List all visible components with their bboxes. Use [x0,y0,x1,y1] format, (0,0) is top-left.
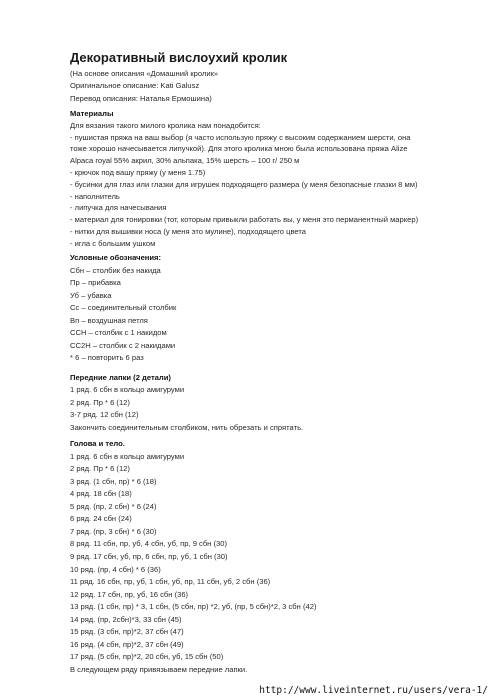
text-line: В следующем ряду привязываем передние лапки. [70,664,248,674]
text-line: ССН – столбик с 1 накидом [70,328,167,337]
section-heading: Передние лапки (2 детали) [70,373,171,382]
text-line: 12 ряд. 17 сбн, пр, уб, 16 сбн (36) [70,589,189,599]
text-line: 3-7 ряд. 12 сбн (12) [70,410,139,420]
text-line: - нитки для вышивки носа (у меня это мулине), подходящего цвета [70,227,307,236]
text-line: - липучка для начесывания [70,203,167,213]
text-line: Уб – убавка [70,290,112,300]
text-line: тоже хорошо начесывается липучкой). Для этого кролика мною была использована пряжа Alize [70,144,408,154]
text-line: Перевод описания: Наталья Ермошина) [70,93,212,103]
text-line: 7 ряд. (пр, 3 сбн) * 6 (30) [70,526,157,536]
text-line: 15 ряд. (3 сбн, пр)*2, 37 сбн (47) [70,627,184,637]
text-line: Оригинальное описание: Kati Galusz [70,81,200,91]
text-line: - пушистая пряжа на ваш выбор (я часто использую пряжу с высоким содержанием шерсти, она [70,132,411,142]
section-heading: Голова и тело. [70,439,125,448]
source-url: http://www.liveinternet.ru/users/vera-1/ [259,685,488,696]
text-line: Для вязания такого милого кролика нам понадобится: [70,120,261,130]
text-line: 2 ряд. Пр * 6 (12) [70,464,130,474]
text-line: 8 ряд. 11 сбн, пр, уб, 4 сбн, уб, пр, 9 сбн (30) [70,539,227,549]
text-line: * 6 – повторить 6 раз [70,353,144,362]
text-line: 4 ряд. 18 сбн (18) [70,489,132,499]
text-line: - материал для тонировки (тот, которым привыкли работать вы, у меня это перманентный маркер) [70,215,419,225]
text-line: 9 ряд. 17 сбн, уб, пр, 6 сбн, пр, уб, 1 сбн (30) [70,551,228,561]
text-line: 10 ряд. (пр, 4 сбн) * 6 (36) [70,564,161,574]
text-line: 6 ряд. 24 сбн (24) [70,514,132,524]
text-line: 2 ряд. Пр * 6 (12) [70,397,130,407]
section-heading: Условные обозначения: [70,253,162,262]
text-line: Alpaca royal 55% акрил, 30% альпака, 15% шерсть – 100 г/ 250 м [70,156,300,166]
text-line: Вп – воздушная петля [70,315,148,325]
text-line: СС2Н – столбик с 2 накидами [70,340,176,350]
text-line: 1 ряд. 6 сбн в кольцо амигуруми [70,451,185,461]
text-line: 5 ряд. (пр, 2 сбн) * 6 (24) [70,501,157,511]
text-line: Закончить соединительным столбиком, нить обрезать и спрятать. [70,422,304,432]
text-line: 16 ряд. (4 сбн, пр)*2, 37 сбн (49) [70,639,184,649]
text-line: 3 ряд. (1 сбн, пр) * 6 (18) [70,476,157,486]
text-line: - игла с большим ушком [70,238,156,248]
text-line: Пр – прибавка [70,278,121,287]
text-line: (На основе описания «Домашний кролик» [70,69,219,78]
text-line: 17 ряд. (5 сбн, пр)*2, 20 сбн, уб, 15 сбн (50) [70,652,224,662]
text-line: - бусинки для глаз или глазки для игрушек подходящего размера (у меня безопасные глазки 8 мм) [70,179,418,189]
section-heading: Материалы [70,109,114,118]
text-line: 14 ряд. (пр, 2сбн)*3, 33 сбн (45) [70,614,182,624]
text-line: - наполнитель [70,191,120,201]
text-line: - крючок под вашу пряжу (у меня 1.75) [70,168,206,177]
text-line: 13 ряд. (1 сбн, пр) * 3, 1 сбн, (5 сбн, пр) *2, уб, (пр, 5 сбн)*2, 3 сбн (42) [70,602,317,612]
text-line: Сбн – столбик без накида [70,265,161,275]
text-line: Сс – соединительный столбик [70,303,177,312]
text-line: 11 ряд. 16 сбн, пр, уб, 1 сбн, уб, пр, 11 сбн, уб, 2 сбн (36) [70,577,271,587]
page-title: Декоративный вислоухий кролик [70,50,288,65]
text-line: 1 ряд. 6 сбн в кольцо амигуруми [70,385,185,395]
